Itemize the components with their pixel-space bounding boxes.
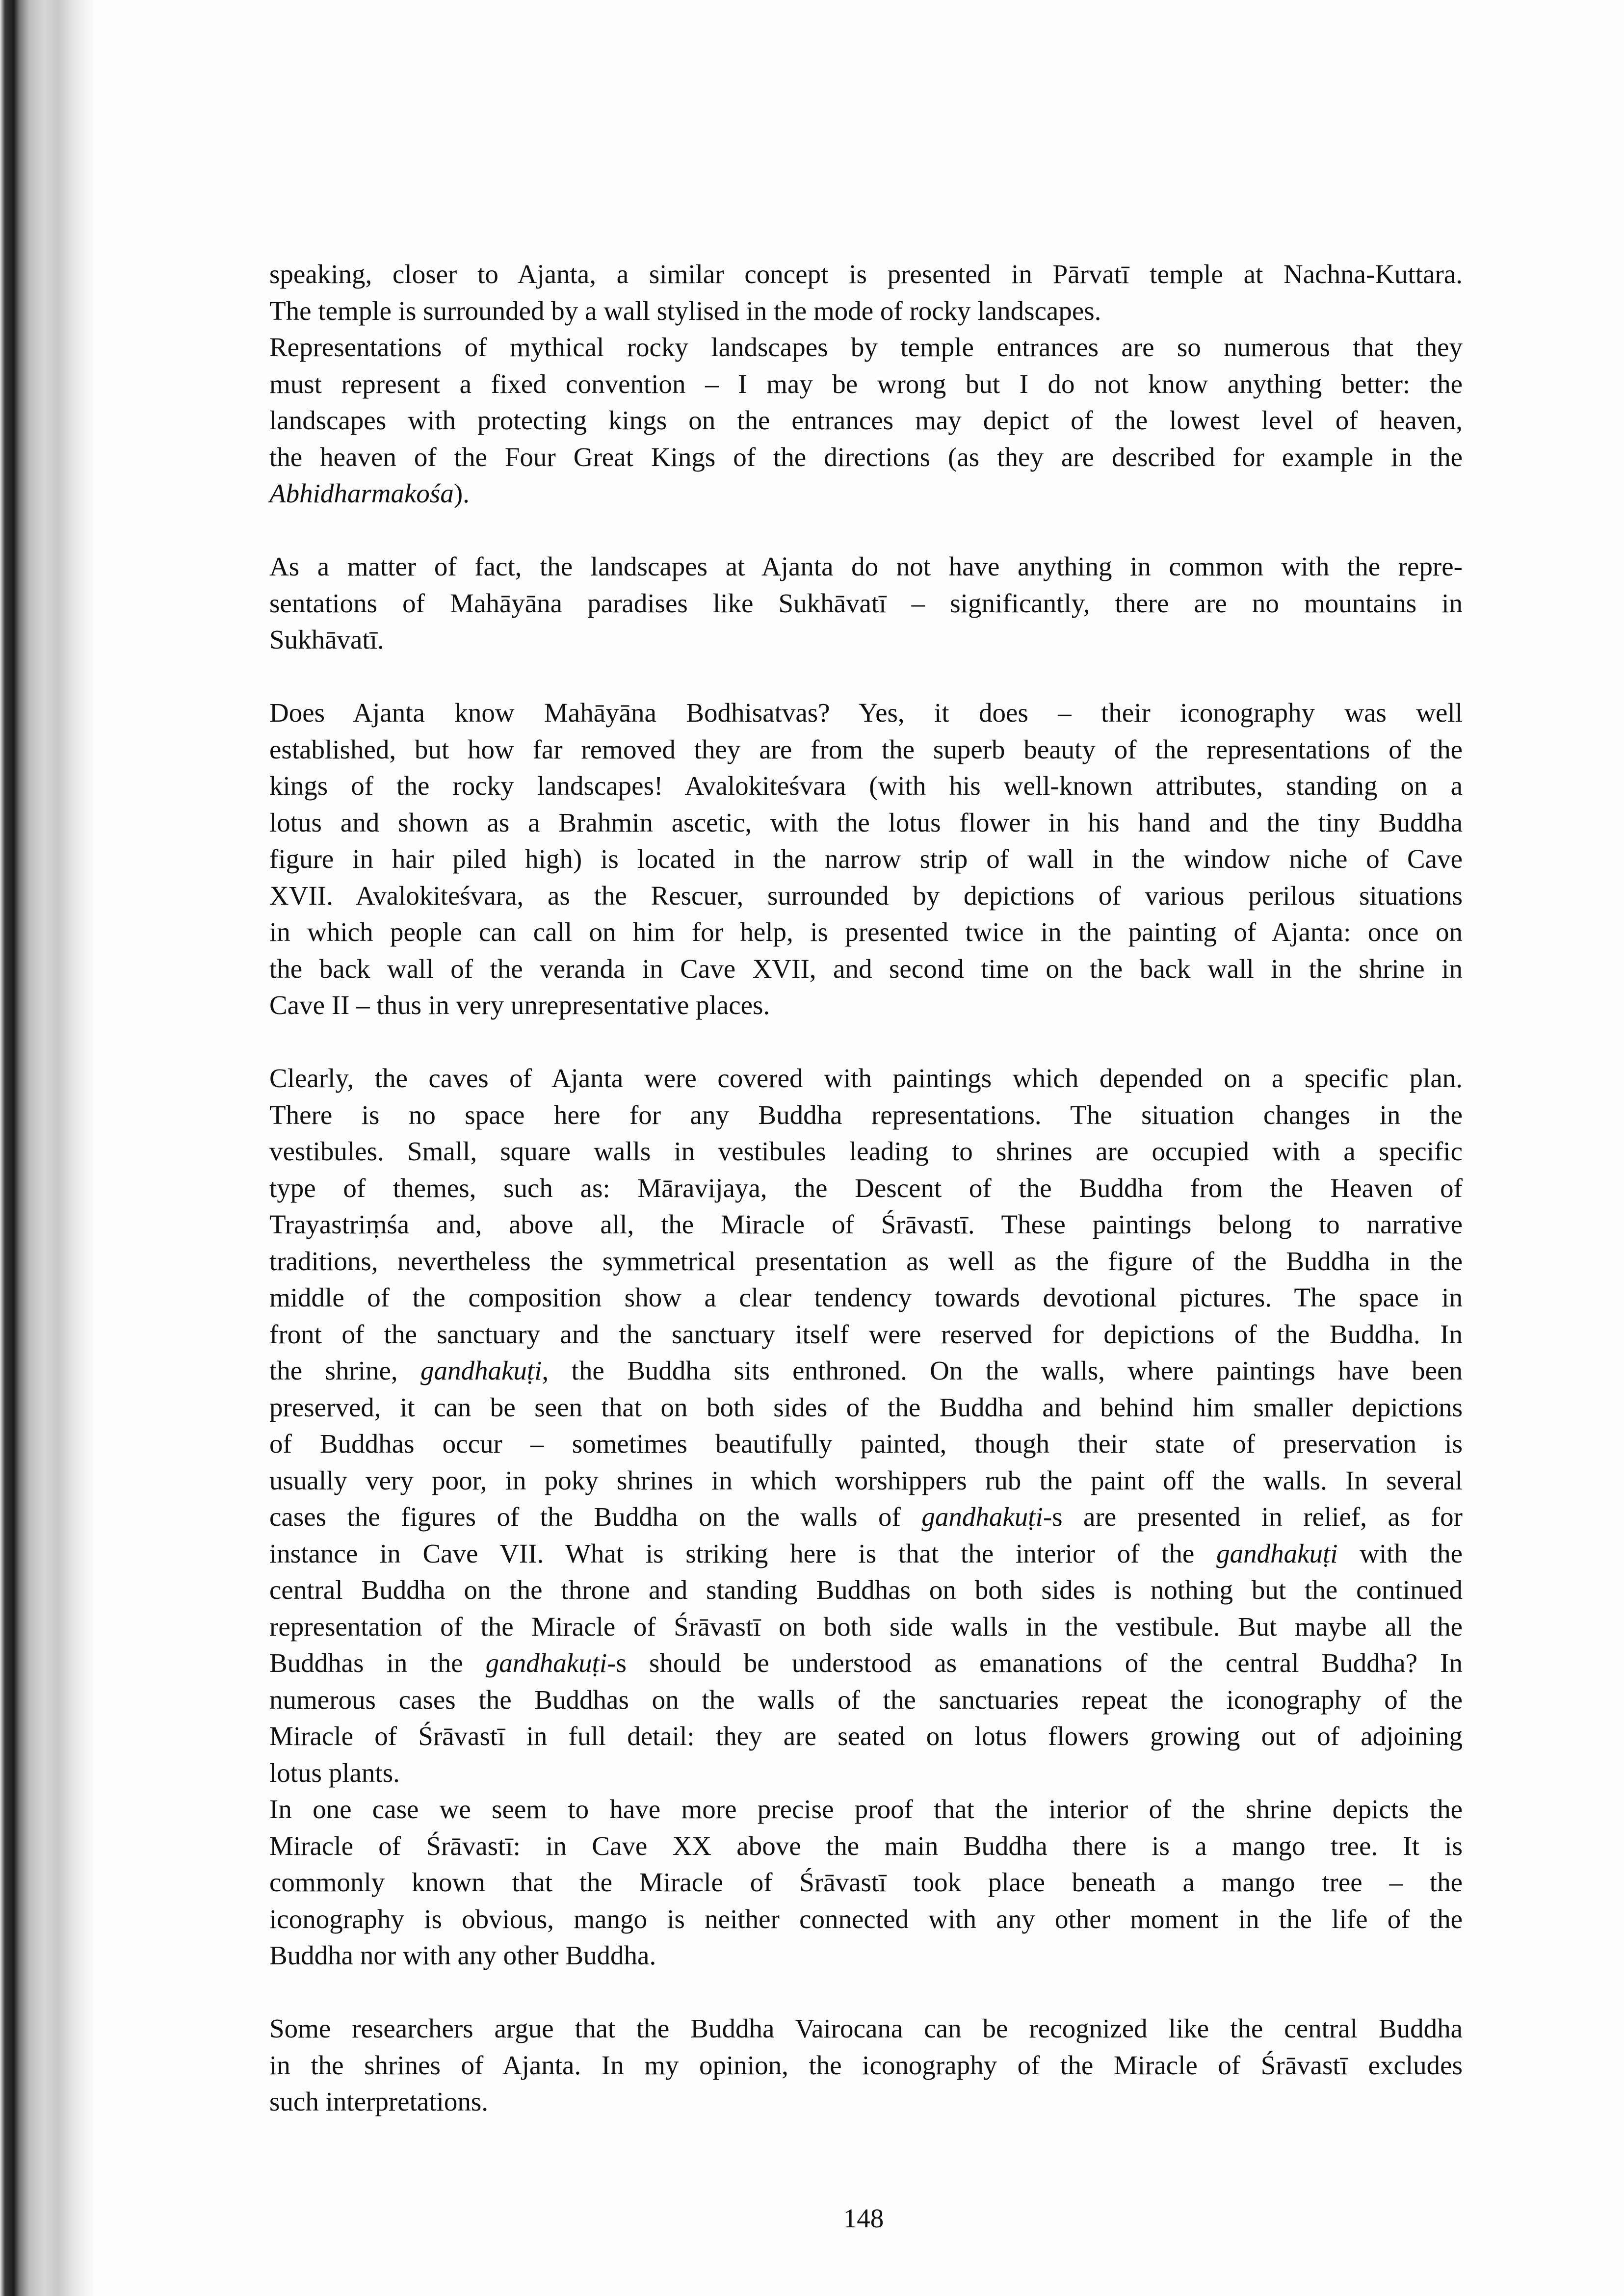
text-line [269,1499,1463,1536]
text-segment: the shrine, [269,1356,420,1385]
paragraph [269,695,1463,1024]
text-line: Miracle of Śrāvastī in full detail: they are seated on lotus flowers growing out of adjoining [269,1721,1463,1751]
scan-edge-shadow [0,0,93,2296]
text-line: Cave II – thus in very unrepresentative places. [269,990,770,1020]
text-line: There is no space here for any Buddha representations. The situation changes in the [269,1099,1463,1130]
text-line: kings of the rocky landscapes! Avalokiteśvara (with his well-known attributes, standing on a [269,771,1463,801]
text-line: the heaven of the Four Great Kings of the directions (as they are described for example in the [269,442,1463,472]
text-line: In one case we seem to have more precise proof that the interior of the shrine depicts the [269,1794,1463,1824]
text-line: type of themes, such as: Māravijaya, the Descent of the Buddha from the Heaven of [269,1173,1463,1203]
text-line: the back wall of the veranda in Cave XVII, and second time on the back wall in the shrine in [269,953,1463,984]
italic-term: Abhidharmakośa [269,478,454,508]
text-line [269,1645,1463,1682]
text-line: Some researchers argue that the Buddha Vairocana can be recognized like the central Buddha [269,2013,1463,2043]
text-line: Clearly, the caves of Ajanta were covered with paintings which depended on a specific plan. [269,1063,1463,1093]
text-line: landscapes with protecting kings on the entrances may depict of the lowest level of heaven, [269,405,1463,435]
text-line: usually very poor, in poky shrines in which worshippers rub the paint off the walls. In several [269,1465,1463,1495]
italic-term: gandhakuṭi [1216,1538,1338,1568]
text-segment: cases the figures of the Buddha on the walls of [269,1502,922,1532]
text-line: must represent a fixed convention – I may be wrong but I do not know anything better: the [269,368,1463,399]
text-line [269,1353,1463,1389]
text-line: middle of the composition show a clear tendency towards devotional pictures. The space in [269,1282,1463,1312]
text-segment: -s are presented in relief, as for [1043,1502,1463,1532]
paragraph [269,2010,1463,2120]
text-line: speaking, closer to Ajanta, a similar concept is presented in Pārvatī temple at Nachna-Kuttara. [269,259,1463,289]
text-line: central Buddha on the throne and standing Buddhas on both sides is nothing but the continued [269,1575,1463,1605]
body-text [269,256,1463,2157]
text-segment: -s should be understood as emanations of the central Buddha? In [607,1648,1463,1678]
text-line: vestibules. Small, square walls in vestibules leading to shrines are occupied with a specific [269,1136,1463,1166]
italic-term: gandhakuṭi [420,1356,542,1385]
text-line: lotus and shown as a Brahmin ascetic, with the lotus flower in his hand and the tiny Buddha [269,807,1463,837]
text-line: in the shrines of Ajanta. In my opinion, the iconography of the Miracle of Śrāvastī excludes [269,2050,1463,2080]
text-line: front of the sanctuary and the sanctuary itself were reserved for depictions of the Buddha. In [269,1319,1463,1349]
paragraph [269,548,1463,658]
italic-term: gandhakuṭi [921,1502,1043,1532]
text-line: Does Ajanta know Mahāyāna Bodhisatvas? Yes, it does – their iconography was well [269,698,1463,728]
italic-term: gandhakuṭi [485,1648,607,1678]
text-segment: with the [1337,1538,1463,1568]
text-line: preserved, it can be seen that on both sides of the Buddha and behind him smaller depictions [269,1392,1463,1422]
text-line: established, but how far removed they are from the superb beauty of the representations of the [269,734,1463,764]
page-number: 148 [843,2203,884,2233]
text-line: Sukhāvatī. [269,625,384,654]
text-line: lotus plants. [269,1757,400,1788]
text-line: figure in hair piled high) is located in the narrow strip of wall in the window niche of Cave [269,844,1463,874]
text-line: The temple is surrounded by a wall stylised in the mode of rocky landscapes. [269,295,1101,326]
text-line: Miracle of Śrāvastī: in Cave XX above the main Buddha there is a mango tree. It is [269,1830,1463,1861]
paragraph [269,1060,1463,1974]
text-line: As a matter of fact, the landscapes at Ajanta do not have anything in common with the repre- [269,551,1463,581]
text-line [269,1536,1463,1572]
text-line: traditions, nevertheless the symmetrical presentation as well as the figure of the Buddha in the [269,1246,1463,1276]
text-line: XVII. Avalokiteśvara, as the Rescuer, surrounded by depictions of various perilous situations [269,880,1463,911]
text-line: commonly known that the Miracle of Śrāvastī took place beneath a mango tree – the [269,1867,1463,1897]
text-line: sentations of Mahāyāna paradises like Sukhāvatī – significantly, there are no mountains in [269,588,1463,618]
text-line [269,475,1463,512]
text-line: numerous cases the Buddhas on the walls of the sanctuaries repeat the iconography of the [269,1684,1463,1715]
text-line: representation of the Miracle of Śrāvastī on both side walls in the vestibule. But maybe all the [269,1611,1463,1642]
paragraph [269,256,1463,512]
text-line: such interpretations. [269,2087,488,2116]
text-line: of Buddhas occur – sometimes beautifully painted, though their state of preservation is [269,1429,1463,1459]
text-line: Trayastriṃśa and, above all, the Miracle of Śrāvastī. These paintings belong to narrative [269,1209,1463,1239]
text-line: in which people can call on him for help, is presented twice in the painting of Ajanta: once on [269,917,1463,947]
text-segment: instance in Cave VII. What is striking here is that the interior of the [269,1538,1217,1568]
text-segment: , the Buddha sits enthroned. On the walls, where paintings have been [542,1356,1463,1385]
text-segment: Buddhas in the [269,1648,486,1678]
text-line: Representations of mythical rocky landscapes by temple entrances are so numerous that they [269,332,1463,362]
text-line: Buddha nor with any other Buddha. [269,1940,656,1970]
text-segment: ). [453,478,470,508]
text-line: iconography is obvious, mango is neither connected with any other moment in the life of the [269,1904,1463,1934]
